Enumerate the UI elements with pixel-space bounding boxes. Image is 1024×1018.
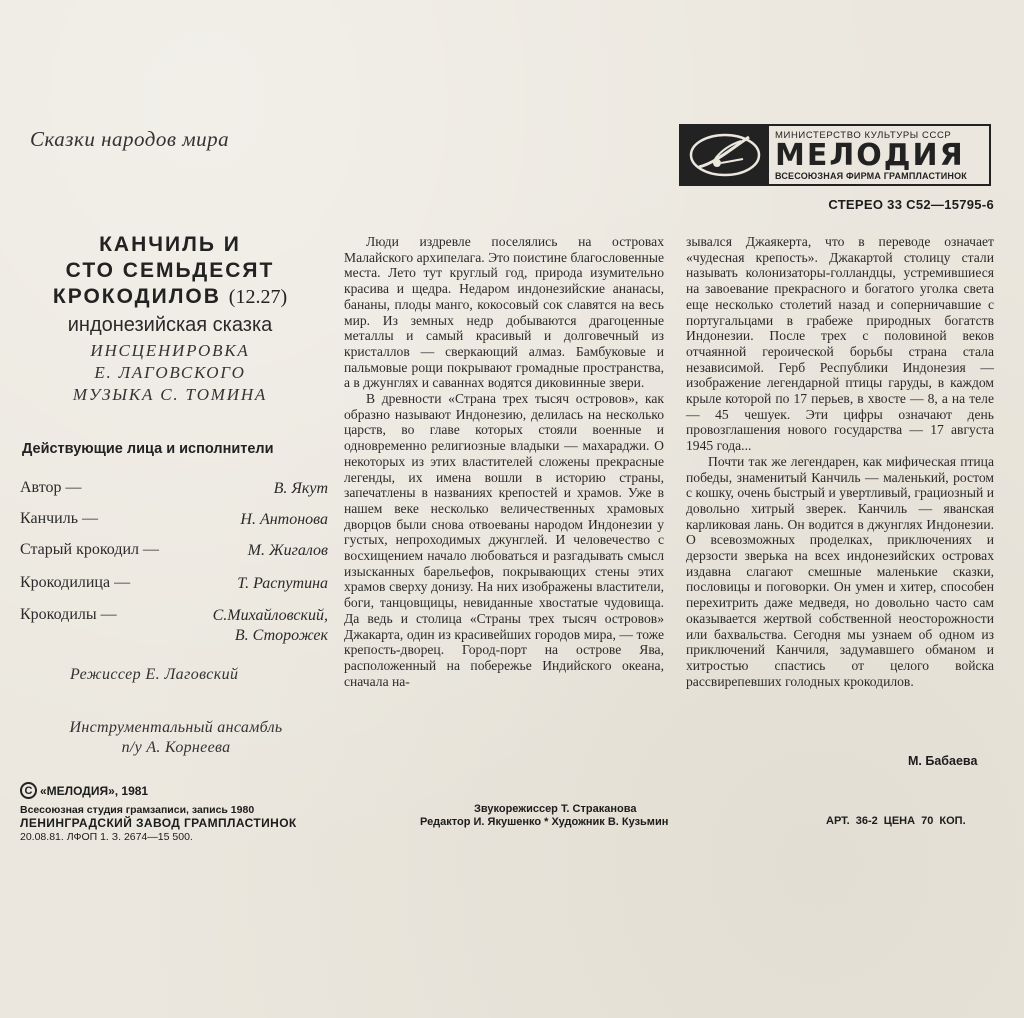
catalog-number: СТЕРЕО 33 С52—15795-6 — [828, 197, 994, 212]
paragraph: Люди издревле поселялись на островах Малайского архипелага. Это поистине благословенные места. Лето тут круглый год, природа изумительно красива и щедра. Недаром индонезийские ананасы, бананы, плоды манго, кокосовый сок славятся на весь мир. Из земных недр добываются драгоценные металлы и самый красивый и долговечный из кристаллов — сверкающий алмаз. Бамбуковые и пальмовые рощи покрывают громадные пространства, а в джунглях и саваннах водятся диковинные звери. — [344, 234, 664, 391]
title-line-3-text: КРОКОДИЛОВ — [52, 285, 221, 308]
cast-actor: В. Якут — [273, 480, 328, 497]
cast-actor-line-2: В. Сторожек — [234, 627, 328, 644]
ensemble-line-2: п/у А. Корнеева — [121, 739, 231, 756]
plant-credit: ЛЕНИНГРАДСКИЙ ЗАВОД ГРАМПЛАСТИНОК — [20, 816, 297, 830]
cast-role: Старый крокодил — — [20, 541, 160, 558]
melodiya-logo — [679, 124, 991, 186]
paragraph: Почти так же легендарен, как мифическая птица победы, знаменитый Канчиль — маленький, ростом с кошку, очень быстрый и увертливый, грациозный и довольно хитрый зверек. Канчиль — яванская карликовая лань. Он водится в джунглях Индонезии. О всевозможных проделках, приключениях и дерзости зверька на всех индонезийских островах издавна слагают смешные маленькие сказки, пословицы и поговорки. Он умен и хитер, способен перехитрить даже медведя, но довольно часто сам оказывается жертвой собственной неосторожности или бахвальства. Сегодня мы узнаем об одном из приключений Канчиля, задумавшего обманом и хитростью спастись от целого войска рассвирепевших голодных крокодилов. — [686, 453, 994, 689]
cast-role: Автор — — [20, 479, 82, 496]
cast-role: Канчиль — — [20, 510, 99, 527]
copyright — [20, 782, 148, 799]
ensemble — [46, 718, 306, 758]
studio-credit: Всесоюзная студия грамзаписи, запись 1980 — [20, 804, 255, 816]
print-info: 20.08.81. ЛФОП 1. З. 2674—15 500. — [20, 831, 193, 843]
melodiya-emblem-icon — [681, 126, 769, 184]
copyright-icon: C — [20, 782, 37, 799]
sound-engineer: Звукорежиссер Т. Страканова — [474, 803, 637, 815]
article-author: М. Бабаева — [908, 754, 978, 768]
series-title: Сказки народов мира — [30, 127, 230, 151]
cast-actor-line-1: С.Михайловский, — [212, 607, 328, 624]
title-line-2: СТО СЕМЬДЕСЯТ — [65, 259, 275, 282]
cast-actor — [213, 606, 328, 646]
paragraph: В древности «Страна трех тысяч островов», как образно называют Индонезию, делилась на несколько царств, во главе которых стояли военные и одновременно религиозные владыки — махараджи. О некоторых из этих властителей сложены прекрасные легенды, их имена вошли в историю страны, запечатлены в названиях крепостей и храмов. Уже в нашем веке несколько величественных храмовых дворцов были снова отвоеваны народом Индонезии у густых, непроходимых джунглей. И человечество с восхищением начало любоваться и разгадывать смысл изысканных барельефов, покрывающих стены этих храмов сверху донизу. На них изображены властители, боги, танцовщицы, невиданные хвостатые чудовища. Да ведь и столица «Страны трех тысяч островов» Джакарта, один из красивейших городов мира, — тоже крепость-дворец. Город-порт на острове Ява, расположенный на побережье Индийского океана, сначала на- — [344, 391, 664, 689]
body-column-2 — [686, 234, 994, 689]
cast-actor: Н. Антонова — [240, 511, 328, 528]
paragraph: зывался Джаякерта, что в переводе означает «чудесная крепость». Джакартой столицу стали называть колонизаторы-голландцы, устремившиеся на завоевание прекрасного и богатого уголка света еще несколько столетий назад и соперничавшие с португальцами в грабеже природных богатств Индонезии. После трех с половиной веков отчаянной героической борьбы страна стала независимой. Герб Республики Индонезия — изображение легендарной птицы гаруды, в каждом крыле которой по 17 перьев, в хвосте — 8, а на теле — 45 чешуек. Эти цифры означают день провозглашения нового государства — 17 августа 1945 года... — [686, 234, 994, 454]
logo-firm: ВСЕСОЮЗНАЯ ФИРМА ГРАМПЛАСТИНОК — [775, 170, 967, 181]
cast-actor: Т. Распутина — [237, 575, 328, 592]
credit-staging-author: Е. ЛАГОВСКОГО — [94, 363, 246, 382]
title-line-1: КАНЧИЛЬ И — [99, 233, 241, 256]
cast-role: Крокодилы — — [20, 606, 117, 623]
duration: (12.27) — [228, 286, 288, 308]
title-line-3 — [0, 284, 340, 310]
title-block — [0, 232, 340, 406]
credit-staging: ИНСЦЕНИРОВКА — [90, 341, 250, 360]
price: АРТ. 36-2 ЦЕНА 70 КОП. — [826, 815, 966, 827]
cast-actor: М. Жигалов — [247, 542, 328, 559]
cast-header: Действующие лица и исполнители — [22, 441, 274, 457]
logo-ministry: МИНИСТЕРСТВО КУЛЬТУРЫ СССР — [775, 129, 952, 141]
credit-music: МУЗЫКА С. ТОМИНА — [72, 385, 268, 404]
copyright-text: «МЕЛОДИЯ», 1981 — [40, 783, 149, 798]
subtitle: индонезийская сказка — [67, 314, 273, 336]
logo-name: МЕЛОДИЯ — [775, 137, 965, 173]
director: Режиссер Е. Лаговский — [70, 666, 239, 683]
ensemble-line-1: Инструментальный ансамбль — [69, 719, 283, 736]
body-column-1 — [344, 234, 664, 689]
cast-role: Крокодилица — — [20, 574, 131, 591]
editor-artist: Редактор И. Якушенко * Художник В. Кузьмин — [420, 816, 669, 828]
